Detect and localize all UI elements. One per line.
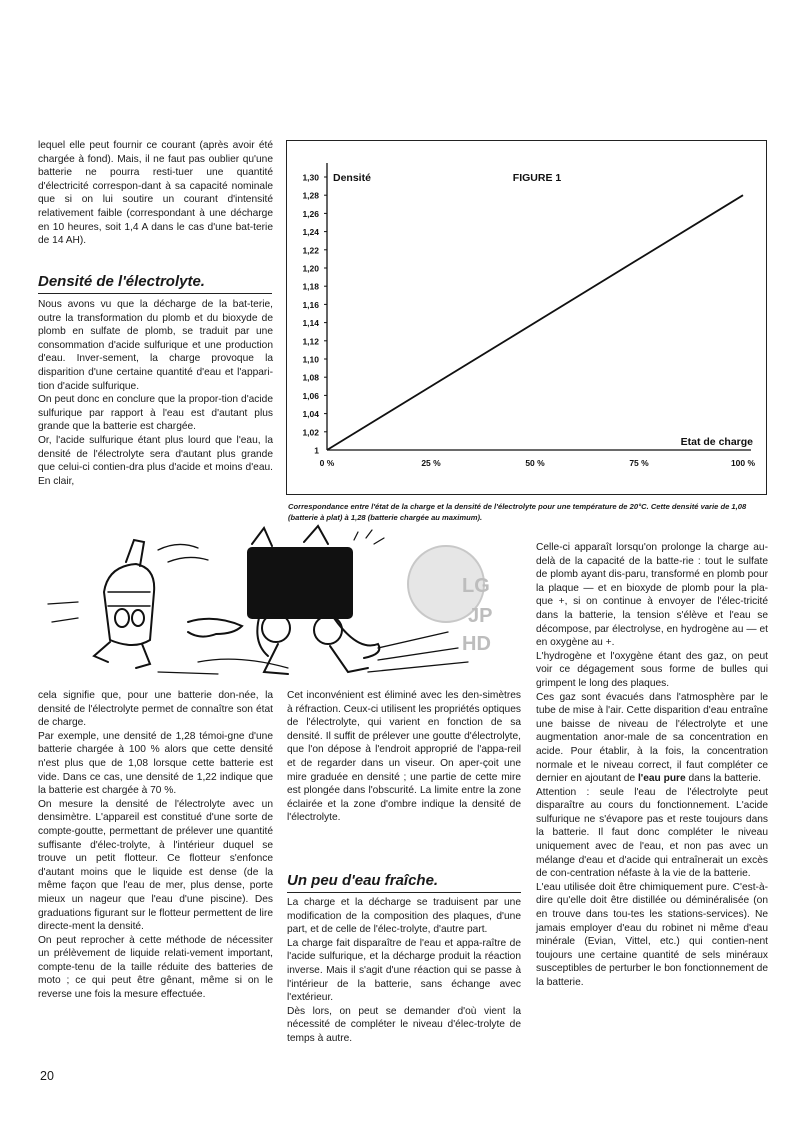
y-tick-label: 1,22 [302, 245, 319, 256]
series-line [327, 195, 743, 450]
page-number: 20 [40, 1069, 54, 1083]
figure-1-chart [286, 140, 767, 495]
y-axis-label: Densité [333, 172, 371, 184]
y-tick-label: 1,28 [302, 190, 319, 201]
figure-caption: Correspondance entre l'état de la charge et la densité de l'électrolyte pour une température de 20°C. Cette densité varie de 1,08 (batterie à plat) à 1,28 (batterie chargée au maximum). [288, 502, 747, 522]
paragraph: La charge fait disparaître de l'eau et appa-raître de l'acide sulfurique, et la décharge produit la réaction inverse. Mais il s'agit d'une réaction qui se passe à l'intérieur de la batterie, sans échange avec l'extérieur. [287, 937, 521, 1004]
y-tick-label: 1,02 [302, 427, 319, 438]
bold-term: l'eau pure [637, 773, 686, 785]
y-tick-label: 1,06 [302, 390, 319, 401]
paragraph [536, 691, 768, 786]
paragraph: On peut donc en conclure que la propor-tion d'acide sulfurique par rapport à l'eau est d'autant plus grande que la batterie est chargée. [38, 394, 273, 433]
chart-svg [287, 141, 768, 496]
y-tick-label: 1,16 [302, 299, 319, 310]
y-tick-label: 1,20 [302, 263, 319, 274]
heading-underline [287, 892, 521, 893]
paragraph: Or, l'acide sulfurique étant plus lourd que l'eau, la densité de l'électrolyte sera d'autant plus grande que celui-ci contien-dra plus d'acide et moins d'eau. En clair, [38, 434, 273, 487]
x-tick-label: 25 % [421, 458, 441, 468]
paragraph: cela signifie que, pour une batterie don-née, la densité de l'électrolyte permet de connaître son état de charge. [38, 690, 273, 729]
svg-text:JP: JP [468, 605, 493, 627]
y-tick-label: 1 [314, 445, 319, 456]
paragraph: Cet inconvénient est éliminé avec les den-simètres à réfraction. Ceux-ci utilisent les propriétés optiques de l'électrolyte, qui varient en fonction de sa densité. Il suffit de prélever une goutte d'électrolyte, que l'on dépose à l'endroit approprié de l'appa-reil et de regarder dans un viseur. On aper-çoit une mire graduée en densité ; une partie de cette mire est plongée dans l'obscurité. La limite entre la zone éclairée et la zone d'ombre indique la densité de l'électrolyte. [287, 690, 521, 824]
y-tick-label: 1,26 [302, 208, 319, 219]
y-tick-label: 1,14 [302, 318, 319, 329]
x-axis-label: Etat de charge [680, 436, 753, 448]
y-tick-label: 1,12 [302, 336, 319, 347]
x-tick-label: 50 % [525, 458, 545, 468]
left-column-top [38, 139, 273, 248]
x-tick-label: 0 % [319, 458, 335, 468]
paragraph: L'eau utilisée doit être chimiquement pure. C'est-à-dire qu'elle doit être distillée ou déminéralisée (on en trouve dans tou-tes les stations-services). Ne jamais employer d'eau du robinet ni même d'eau minérale (Evian, Vittel, etc.) qui contien-nent toujours une certaine quantité de sels minéraux susceptibles de perturber le bon fonctionnement de la batterie. [536, 881, 768, 988]
paragraph: Attention : seule l'eau de l'électrolyte peut disparaître au cours du fonctionnement. L'acide sulfurique ne s'évapore pas et reste toujours dans la batterie. Il faut donc compléter le niveau uniquement avec de l'eau, et non pas avec un mélange d'eau et d'acide qui entraînerait un excès de con-centration néfaste à la vie de la batterie. [536, 786, 768, 880]
heading-underline [38, 293, 272, 294]
paragraph-text-end: dans la batterie. [685, 773, 762, 785]
middle-column [287, 689, 521, 825]
section-heading-eau: Un peu d'eau fraîche. [287, 872, 439, 889]
section-heading-densite: Densité de l'électrolyte. [38, 273, 205, 290]
cartoon-illustration [38, 522, 528, 690]
paragraph: On mesure la densité de l'électrolyte avec un densimètre. L'appareil est constitué d'une sorte de compte-goutte, permettant de prélever une quantité suffisante d'élec-trolyte, à l'intérieur duquel se trouve un petit flotteur. Ce flotteur s'enfonce d'autant moins que le liquide est dense (de la même façon que l'eau de mer, plus dense, porte mieux un nageur que l'eau d'une piscine). Des graduations figurant sur le flotteur permettent de lire directe-ment la densité. [38, 798, 273, 933]
middle-column-section2 [287, 896, 521, 1046]
paragraph: lequel elle peut fournir ce courant (après avoir été chargée à fond). Mais, il ne faut pas oublier qu'une batterie ne pourra resti-tuer une quantité d'électricité correspon-dant à sa capacité nominale que si on lui soutire un courant d'intensité relativement faible (correspondant à une décharge en 10 heures, soit 1,4 A dans le cas d'une bat-terie de 14 AH). [38, 140, 273, 247]
paragraph: La charge et la décharge se traduisent par une modification de la composition des plaques, d'une part, et de celle de l'élec-trolyte, d'autre part. [287, 897, 521, 936]
y-tick-label: 1,08 [302, 372, 319, 383]
chart-title: FIGURE 1 [512, 172, 562, 184]
svg-text:HD: HD [462, 633, 491, 655]
paragraph: On peut reprocher à cette méthode de nécessiter un prélèvement de liquide relati-vement important, compte-tenu de la taille réduite des batteries de moto ; ce qui peut être gênant, même si on le reverse une fois la mesure effectuée. [38, 934, 273, 1001]
y-tick-label: 1,10 [302, 354, 319, 365]
svg-text:LG: LG [462, 575, 490, 597]
y-tick-label: 1,24 [302, 227, 319, 238]
y-tick-label: 1,04 [302, 409, 319, 420]
left-column-section1 [38, 298, 273, 488]
paragraph: Nous avons vu que la décharge de la bat-terie, outre la transformation du plomb et du bioxyde de plomb en sulfate de plomb, se traduit par une consommation d'acide sulfurique et une production d'eau. Inver-sement, la charge provoque la disparition d'une certaine quantité d'eau et l'appari-tion d'acide sulfurique. [38, 299, 273, 392]
paragraph: Par exemple, une densité de 1,28 témoi-gne d'une batterie chargée à 100 % alors que cette densité n'est plus que de 1,08 lorsque cette batterie est vide. Dans ce cas, une densité de 1,22 indique que la batterie est chargée à 70 %. [38, 730, 273, 797]
paragraph-text: Ces gaz sont évacués dans l'atmosphère par le tube de mise à l'air. Cette disparition d'eau entraîne une baisse de niveau de l'électrolyte et une augmentation anor-male de sa concentration en acide. Pour établir, à la fois, la concentration normale et le niveau correct, il faut compléter ce dernier en ajoutant de [536, 691, 768, 785]
x-tick-label: 75 % [629, 458, 649, 468]
paragraph: Celle-ci apparaît lorsqu'on prolonge la charge au-delà de la capacité de la batte-rie : tout le sulfate de plomb ayant dis-paru, transformé en plomb pour la plaque — et en bioxyde de plomb pour la pla-que +, si on continue à envoyer de l'élec-tricité dans la batterie, la tension s'élève et l'eau se décompose, par électrolyse, en hydrogène au — et en oxygène au +. [536, 542, 768, 649]
x-tick-label: 100 % [730, 458, 756, 468]
left-column-bottom [38, 689, 273, 1002]
paragraph: Dès lors, on peut se demander d'où vient la nécessité de compléter le niveau d'élec-trolyte de temps à autre. [287, 1005, 521, 1044]
y-tick-label: 1,30 [302, 172, 319, 183]
right-column [536, 541, 768, 990]
paragraph: L'hydrogène et l'oxygène étant des gaz, on peut voir ce dégagement sous forme de bulles qui grimpent le long des plaques. [536, 650, 768, 689]
y-tick-label: 1,18 [302, 281, 319, 292]
